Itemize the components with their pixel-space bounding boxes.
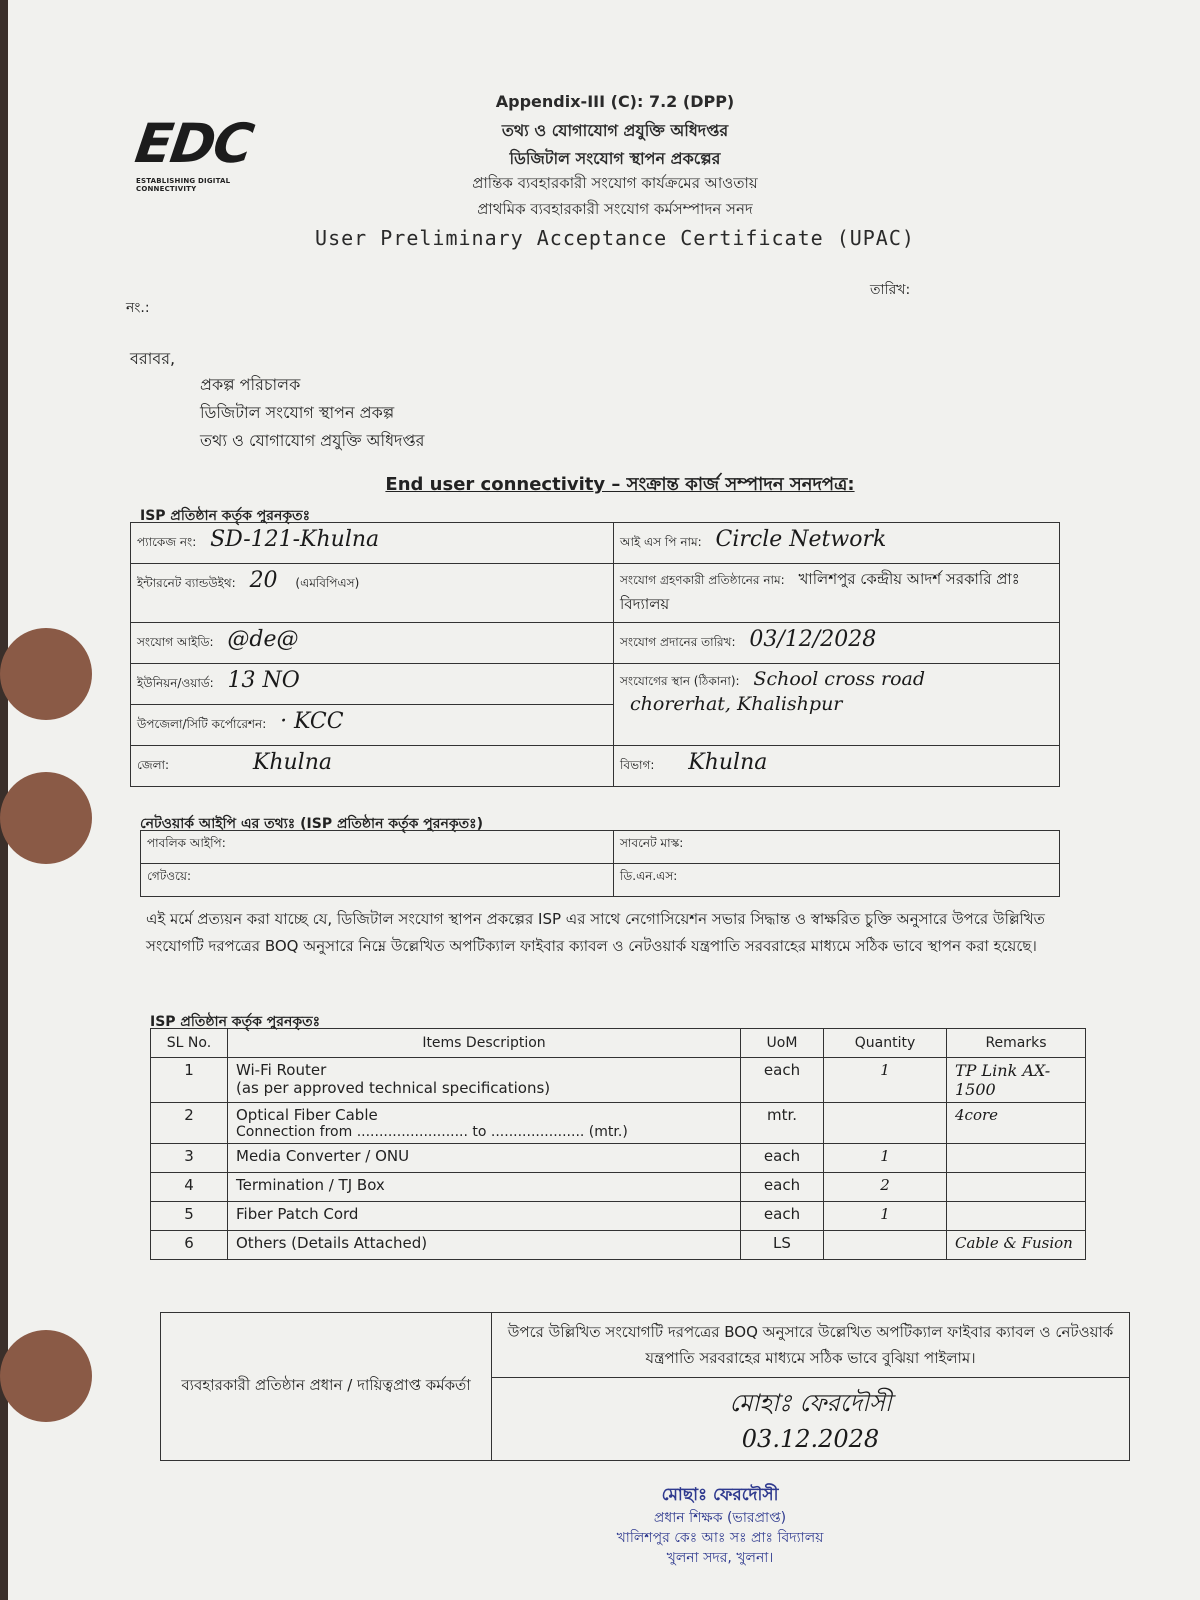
stamp-place: খুলনা সদর, খুলনা। <box>666 1550 774 1566</box>
recipient-value: খালিশপুর কেন্দ্রীয় আদর্শ সরকারি প্রাঃ বিদ্যালয় <box>620 570 1020 613</box>
table-row <box>151 1231 1086 1260</box>
address-to: বরাবর, <box>130 349 176 368</box>
connection-id-cell <box>131 623 614 664</box>
division-value: Khulna <box>688 750 768 775</box>
date-label: তারিখ: <box>870 282 911 298</box>
row-remarks <box>947 1202 1086 1231</box>
bandwidth-cell <box>131 564 614 623</box>
package-value: SD-121-Khulna <box>210 527 380 552</box>
row-remarks: Cable & Fusion <box>947 1231 1086 1260</box>
logo-subtitle: ESTABLISHING DIGITAL CONNECTIVITY <box>136 177 231 193</box>
isp-name-cell <box>614 523 1060 564</box>
bandwidth-label: ইন্টারনেট ব্যান্ডউইথ: <box>137 576 236 590</box>
acceptance-left-cell <box>161 1313 492 1461</box>
row-sl: 5 <box>151 1202 228 1231</box>
row-uom: mtr. <box>741 1103 824 1144</box>
header-desc: Items Description <box>228 1029 741 1058</box>
connection-id-label: সংযোগ আইডি: <box>137 635 214 649</box>
acceptance-table <box>160 1312 1130 1461</box>
subject-title: End user connectivity – সংক্রান্ত কার্জ সম্পাদন সনদপত্র: <box>385 474 855 495</box>
acceptance-statement-cell <box>492 1313 1130 1378</box>
network-info-table <box>140 830 1060 897</box>
row-uom: each <box>741 1173 824 1202</box>
district-label: জেলা: <box>137 758 170 772</box>
union-value: 13 NO <box>227 668 300 693</box>
location-value-2: chorerhat, Khalishpur <box>630 693 843 715</box>
row-sl: 2 <box>151 1103 228 1144</box>
recipient-cell <box>614 564 1060 623</box>
row-qty <box>824 1103 947 1144</box>
dns-cell <box>614 864 1060 897</box>
signature-date: 03.12.2028 <box>741 1425 880 1453</box>
isp-info-table <box>130 522 1060 787</box>
dns-label: ডি.এন.এস: <box>620 869 678 883</box>
public-ip-cell <box>141 831 614 864</box>
row-desc: Termination / TJ Box <box>228 1173 741 1202</box>
recipient-label: সংযোগ গ্রহণকারী প্রতিষ্ঠানের নাম: <box>620 573 785 587</box>
row-uom: LS <box>741 1231 824 1260</box>
finger-lower <box>0 1330 92 1422</box>
header-sl: SL No. <box>151 1029 228 1058</box>
union-cell <box>131 664 614 705</box>
edc-logo <box>131 112 276 202</box>
row-desc: Media Converter / ONU <box>228 1144 741 1173</box>
header-remarks: Remarks <box>947 1029 1086 1058</box>
gateway-cell <box>141 864 614 897</box>
division-label: বিভাগ: <box>620 758 655 772</box>
appendix-ref: Appendix-III (C): 7.2 (DPP) <box>495 92 735 111</box>
district-value: Khulna <box>252 750 333 775</box>
connection-date-label: সংযোগ প্রদানের তারিখ: <box>620 635 736 649</box>
certification-text: এই মর্মে প্রত্যয়ন করা যাচ্ছে যে, ডিজিটাল সংযোগ স্থাপন প্রকল্পের ISP এর সাথে নেগোসিয়েশন সভার সিদ্ধান্ত ও স্বাক্ষরিত চুক্তি অনুসারে উপরে উল্লিখিত সংযোগটি দরপত্রের BOQ অনুসারে নিম্নে উল্লেখিত অপটিক্যাল ফাইবার ক্যাবল ও নেটওয়ার্ক যন্ত্রপাতি সরবরাহের মাধ্যমে সঠিক ভাবে স্থাপন করা হয়েছে। <box>146 910 1045 955</box>
table-row <box>151 1202 1086 1231</box>
row-desc-main: Optical Fiber Cable <box>236 1106 378 1124</box>
stamp-school: খালিশপুর কেঃ আঃ সঃ প্রাঃ বিদ্যালয় <box>616 1530 824 1546</box>
row-qty: 1 <box>824 1058 947 1103</box>
connection-date-cell <box>614 623 1060 664</box>
signature: মোহাঃ ফেরদৌসী <box>729 1389 892 1417</box>
row-uom: each <box>741 1144 824 1173</box>
header-uom: UoM <box>741 1029 824 1058</box>
public-ip-label: পাবলিক আইপি: <box>147 836 226 850</box>
row-desc-sub: Connection from ......................... to ..................... (mtr.) <box>236 1124 628 1140</box>
subnet-cell <box>614 831 1060 864</box>
address-line-1: প্রকল্প পরিচালক <box>200 375 301 394</box>
items-header-row <box>151 1029 1086 1058</box>
thumb <box>0 628 92 720</box>
gateway-label: গেটওয়ে: <box>147 869 192 883</box>
table-row <box>151 1144 1086 1173</box>
isp-name-label: আই এস পি নাম: <box>620 535 702 549</box>
table-row <box>151 1058 1086 1103</box>
address-line-3: তথ্য ও যোগাযোগ প্রযুক্তি অধিদপ্তর <box>200 431 425 450</box>
certificate-title: User Preliminary Acceptance Certificate (UPAC) <box>315 226 915 250</box>
location-label: সংযোগের স্থান (ঠিকানা): <box>620 674 740 688</box>
row-sl: 3 <box>151 1144 228 1173</box>
header-line-4: প্রাথমিক ব্যবহারকারী সংযোগ কর্মসম্পাদন সনদ <box>477 200 753 218</box>
items-table <box>150 1028 1086 1260</box>
row-uom: each <box>741 1202 824 1231</box>
acceptance-left-label: ব্যবহারকারী প্রতিষ্ঠান প্রধান / দায়িত্বপ্রাপ্ত কর্মকর্তা <box>181 1376 471 1394</box>
network-section-label: নেটওয়ার্ক আইপি এর তথ্যঃ (ISP প্রতিষ্ঠান কর্তৃক পুরনকৃতঃ) <box>140 816 484 832</box>
logo-mark: EDC <box>131 112 256 175</box>
header-line-2: ডিজিটাল সংযোগ স্থাপন প্রকল্পের <box>509 149 721 168</box>
address-line-2: ডিজিটাল সংযোগ স্থাপন প্রকল্প <box>200 403 395 422</box>
row-uom: each <box>741 1058 824 1103</box>
row-desc-sub: (as per approved technical specifications) <box>236 1079 551 1097</box>
bandwidth-unit: (এমবিপিএস) <box>295 576 360 590</box>
stamp-name: মোছাঃ ফেরদৌসী <box>661 1485 779 1505</box>
row-sl: 1 <box>151 1058 228 1103</box>
acceptance-statement: উপরে উল্লিখিত সংযোগটি দরপত্রের BOQ অনুসারে উল্লেখিত অপটিক্যাল ফাইবার ক্যাবল ও নেটওয়ার্ক যন্ত্রপাতি সরবরাহের মাধ্যমে সঠিক ভাবে বুঝিয়া পাইলাম। <box>507 1323 1114 1367</box>
signature-cell <box>492 1378 1130 1461</box>
row-sl: 6 <box>151 1231 228 1260</box>
reference-no-label: নং.: <box>126 300 150 316</box>
row-remarks: TP Link AX-1500 <box>947 1058 1086 1103</box>
upazila-value: · KCC <box>280 709 344 734</box>
package-label: প্যাকেজ নং: <box>137 535 197 549</box>
upazila-cell <box>131 705 614 746</box>
header-line-3: প্রান্তিক ব্যবহারকারী সংযোগ কার্যক্রমের আওতায় <box>472 174 758 192</box>
row-qty: 1 <box>824 1202 947 1231</box>
stamp-title: প্রধান শিক্ষক (ভারপ্রাপ্ত) <box>653 1510 787 1526</box>
isp-section-label: ISP প্রতিষ্ঠান কর্তৃক পুরনকৃতঃ <box>140 508 311 524</box>
location-cell <box>614 664 1060 746</box>
table-row <box>151 1173 1086 1202</box>
union-label: ইউনিয়ন/ওয়ার্ড: <box>137 676 214 690</box>
row-remarks: 4core <box>947 1103 1086 1144</box>
subnet-label: সাবনেট মাস্ক: <box>620 836 684 850</box>
upazila-label: উপজেলা/সিটি কর্পোরেশন: <box>137 717 267 731</box>
package-cell <box>131 523 614 564</box>
row-desc <box>228 1103 741 1144</box>
row-remarks <box>947 1144 1086 1173</box>
row-qty: 1 <box>824 1144 947 1173</box>
row-desc <box>228 1058 741 1103</box>
location-value-1: School cross road <box>753 668 926 690</box>
row-desc: Others (Details Attached) <box>228 1231 741 1260</box>
row-desc: Fiber Patch Cord <box>228 1202 741 1231</box>
row-qty: 2 <box>824 1173 947 1202</box>
row-sl: 4 <box>151 1173 228 1202</box>
bandwidth-value: 20 <box>249 568 278 593</box>
isp-name-value: Circle Network <box>715 527 887 552</box>
connection-id-value: @de@ <box>227 627 299 652</box>
division-cell <box>614 746 1060 787</box>
district-cell <box>131 746 614 787</box>
items-section-label: ISP প্রতিষ্ঠান কর্তৃক পুরনকৃতঃ <box>150 1014 321 1030</box>
table-row <box>151 1103 1086 1144</box>
row-qty <box>824 1231 947 1260</box>
finger <box>0 772 92 864</box>
header-qty: Quantity <box>824 1029 947 1058</box>
row-remarks <box>947 1173 1086 1202</box>
connection-date-value: 03/12/2028 <box>749 627 877 652</box>
header-line-1: তথ্য ও যোগাযোগ প্রযুক্তি অধিদপ্তর <box>501 121 729 140</box>
row-desc-main: Wi-Fi Router <box>236 1061 327 1079</box>
